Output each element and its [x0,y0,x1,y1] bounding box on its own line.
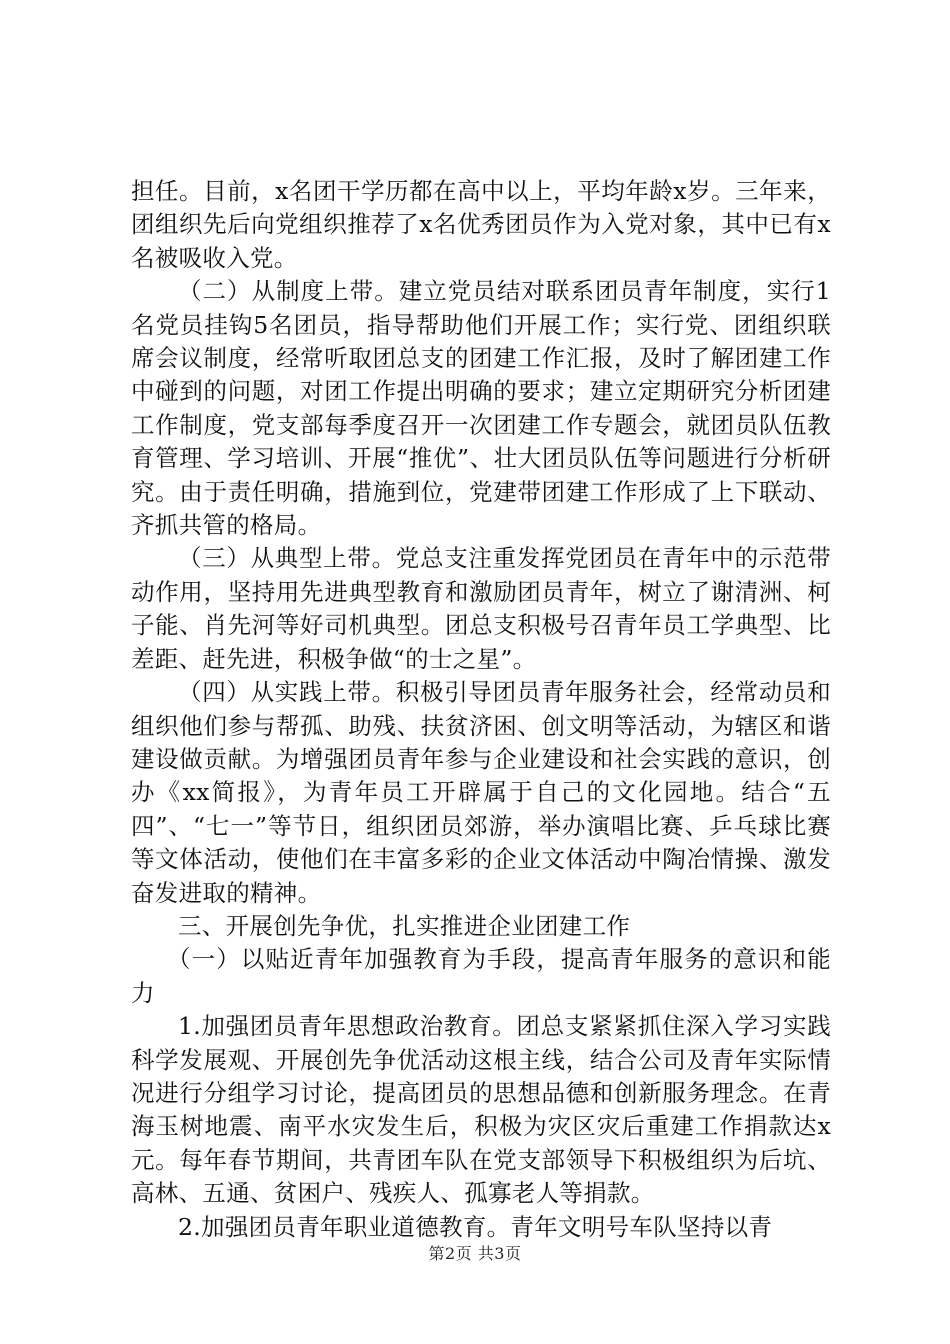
paragraph-practice: （四）从实践上带。积极引导团员青年服务社会，经常动员和组织他们参与帮孤、助残、扶贫济困、创文明等活动，为辖区和谐建设做贡献。为增强团员青年参与企业建设和社会实践的意识，创办《xx简报》，为青年员工开辟属于自己的文化园地。结合“五四”、“七一”等节日，组织团员郊游，举办演唱比赛、乒乓球比赛等文体活动，使他们在丰富多彩的企业文体活动中陶冶情操、激发奋发进取的精神。 [131,678,831,907]
paragraph-ideology: 1.加强团员青年思想政治教育。团总支紧紧抓住深入学习实践科学发展观、开展创先争优活动这根主线，结合公司及青年实际情况进行分组学习讨论，提高团员的思想品德和创新服务理念。在青海玉树地震、南平水灾发生后，积极为灾区灾后重建工作捐款达x元。每年春节期间，共青团车队在党支部领导下积极组织为后坑、高林、五通、贫困户、残疾人、孤寡老人等捐款。 [131,1012,831,1208]
paragraph-continuation: 担任。目前，x名团干学历都在高中以上，平均年龄x岁。三年来，团组织先后向党组织推荐了x名优秀团员作为入党对象，其中已有x名被吸收入党。 [131,177,831,272]
section-heading: 三、开展创先争优，扎实推进企业团建工作 [178,911,631,940]
document-body [131,175,831,1244]
paragraph-typical: （三）从典型上带。党总支注重发挥党团员在青年中的示范带动作用，坚持用先进典型教育和激励团员青年，树立了谢清洲、柯子能、肖先河等好司机典型。团总支积极号召青年员工学典型、比差距、赶先进，积极争做“的士之星”。 [131,544,831,673]
paragraph-ethics: 2.加强团员青年职业道德教育。青年文明号车队坚持以青 [178,1212,773,1241]
subsection-heading: （一）以贴近青年加强教育为手段，提高青年服务的意识和能力 [131,945,831,1007]
page-number-footer: 第2页 共3页 [428,1244,522,1263]
paragraph-system: （二）从制度上带。建立党员结对联系团员青年制度，实行1名党员挂钩5名团员，指导帮助他们开展工作；实行党、团组织联席会议制度，经常听取团总支的团建工作汇报，及时了解团建工作中碰到的问题，对团工作提出明确的要求；建立定期研究分析团建工作制度，党支部每季度召开一次团建工作专题会，就团员队伍教育管理、学习培训、开展“推优”、壮大团员队伍等问题进行分析研究。由于责任明确，措施到位，党建带团建工作形成了上下联动、齐抓共管的格局。 [131,277,831,540]
